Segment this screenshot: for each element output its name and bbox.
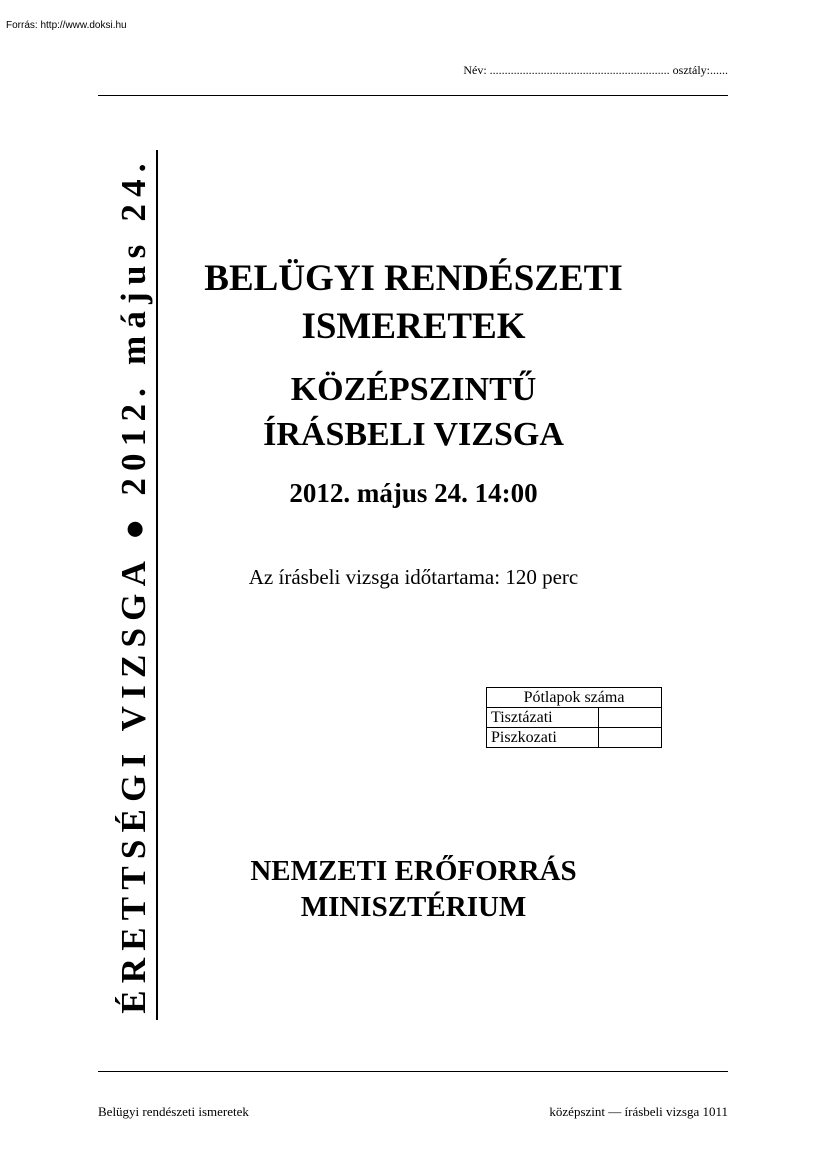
- exam-level: [180, 367, 647, 457]
- vertical-banner-area: [112, 150, 158, 1020]
- sheet-type-draft: Piszkozati: [487, 728, 599, 748]
- extra-sheets-header: Pótlapok száma: [487, 688, 662, 708]
- exam-level-line-2: ÍRÁSBELI VIZSGA: [263, 416, 564, 453]
- name-class-line: Név: ............................................................ osztály:......: [463, 63, 728, 77]
- sheet-type-clean: Tisztázati: [487, 708, 599, 728]
- ministry-line-1: NEMZETI ERŐFORRÁS: [250, 855, 577, 887]
- ministry-line-2: MINISZTÉRIUM: [300, 891, 527, 923]
- exam-level-line-1: KÖZÉPSZINTŰ: [290, 371, 537, 408]
- sheet-count-clean: [598, 708, 661, 728]
- exam-title-line-1: BELÜGYI RENDÉSZETI: [204, 258, 623, 299]
- vertical-banner: ÉRETTSÉGI VIZSGA ● 2012. május 24.: [112, 150, 158, 1020]
- exam-duration: Az írásbeli vizsga időtartama: 120 perc: [248, 565, 579, 589]
- sheet-count-draft: [598, 728, 661, 748]
- footer-level-code: középszint — írásbeli vizsga 1011: [549, 1104, 728, 1119]
- extra-sheets-table: [486, 687, 662, 748]
- bottom-divider: [98, 1071, 728, 1072]
- extra-sheets-header-row: [487, 688, 662, 708]
- top-divider: [98, 95, 728, 96]
- table-row: [487, 708, 662, 728]
- ministry-name: [180, 853, 647, 925]
- exam-title: [180, 255, 647, 351]
- table-row: [487, 728, 662, 748]
- source-note: Forrás: http://www.doksi.hu: [6, 20, 127, 31]
- exam-title-line-2: ISMERETEK: [301, 306, 526, 347]
- footer-subject: Belügyi rendészeti ismeretek: [98, 1104, 249, 1119]
- exam-date: 2012. május 24. 14:00: [289, 478, 538, 508]
